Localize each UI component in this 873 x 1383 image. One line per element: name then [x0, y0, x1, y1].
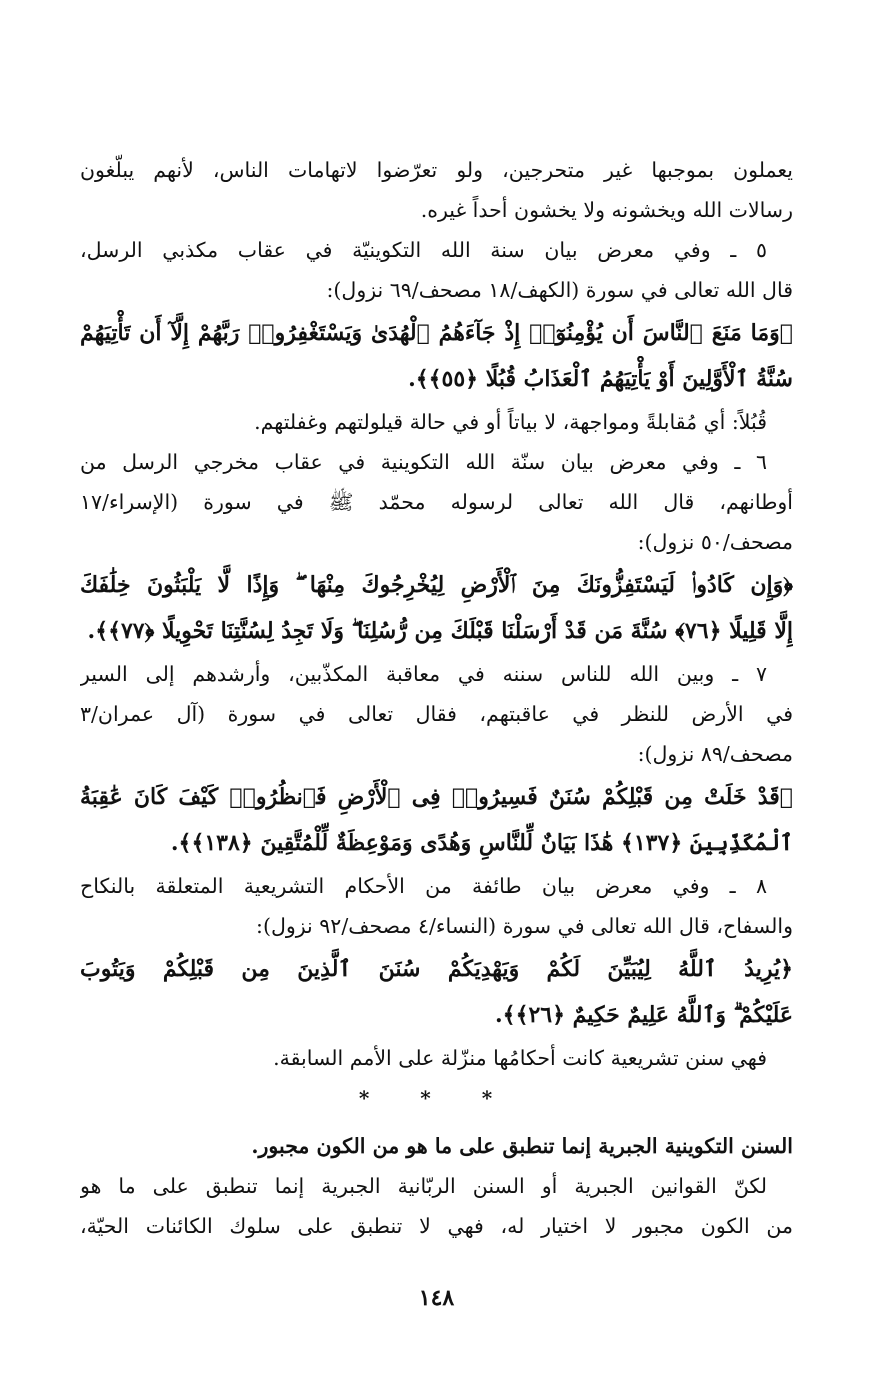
text-line: أوطانهم، قال الله تعالى لرسوله محمّد ﷺ في سورة (الإسراء/١٧ [80, 490, 793, 514]
section-heading: السنن التكوينية الجبرية إنما تنطبق على ما هو من الكون مجبور. [251, 1134, 793, 1158]
quran-verse-line: سُنَّةُ ٱلْأَوَّلِينَ أَوْ يَأْتِيَهُمُ ٱلْعَذَابُ قُبُلًا ﴿٥٥﴾﴾. [408, 366, 793, 392]
quran-verse-line: ٱلْمُكَذِّبِينَ ﴿١٣٧﴾ هَٰذَا بَيَانٌ لِّلنَّاسِ وَهُدًى وَمَوْعِظَةٌ لِّلْمُتَّقِينَ ﴿١٣٨﴾﴾. [170, 830, 793, 856]
text-line: قُبُلاً: أي مُقابلةً ومواجهة، لا بياتاً أو في حالة قيلولتهم وغفلتهم. [254, 410, 767, 434]
quran-verse-line: إِلَّا قَلِيلًا ﴿٧٦﴾ سُنَّةَ مَن قَدْ أَرْسَلْنَا قَبْلَكَ مِن رُّسُلِنَا ۖ وَلَا تَجِدُ لِسُنَّتِنَا تَحْوِيلًا ﴿٧٧﴾﴾. [87, 618, 793, 644]
text-line: قال الله تعالى في سورة (الكهف/١٨ مصحف/٦٩ نزول): [326, 278, 793, 302]
text-line: مصحف/٥٠ نزول): [637, 530, 793, 554]
page-number: ١٤٨ [418, 1285, 455, 1311]
quran-verse-line: ﴿يُرِيدُ ٱللَّهُ لِيُبَيِّنَ لَكُمْ وَيَهْدِيَكُمْ سُنَنَ ٱلَّذِينَ مِن قَبْلِكُمْ وَيَتُوبَ [80, 956, 793, 982]
text-line: ٥ ـ وفي معرض بيان سنة الله التكوينيّة في عقاب مكذبي الرسل، [80, 238, 767, 262]
text-line: رسالات الله ويخشونه ولا يخشون أحداً غيره. [420, 198, 793, 222]
quran-verse-line: عَلَيْكُمْ ۗ وَٱللَّهُ عَلِيمٌ حَكِيمٌ ﴿٢٦﴾﴾. [495, 1002, 793, 1028]
quran-verse-line: ﴿وَإِن كَادُوا۟ لَيَسْتَفِزُّونَكَ مِنَ ٱلْأَرْضِ لِيُخْرِجُوكَ مِنْهَا ۖ وَإِذًا لَّا يَلْبَثُونَ خِلَٰفَكَ [80, 572, 793, 598]
text-line: فهي سنن تشريعية كانت أحكامُها منزّلة على الأمم السابقة. [273, 1046, 767, 1070]
text-line: لكنّ القوانين الجبرية أو السنن الربّانية الجبرية إنما تنطبق على ما هو [80, 1174, 767, 1198]
quran-verse-line: ﴿قَدْ خَلَتْ مِن قَبْلِكُمْ سُنَنٌ فَسِيرُوا۟ فِى ٱلْأَرْضِ فَٱنظُرُوا۟ كَيْفَ كَانَ عَٰقِبَةُ [80, 784, 793, 810]
text-line: والسفاح، قال الله تعالى في سورة (النساء/٤ مصحف/٩٢ نزول): [256, 914, 793, 938]
quran-verse-line: ﴿وَمَا مَنَعَ ٱلنَّاسَ أَن يُؤْمِنُوٓا۟ إِذْ جَآءَهُمُ ٱلْهُدَىٰ وَيَسْتَغْفِرُوا۟ رَبَّهُمْ إِلَّآ أَن تَأْتِيَهُمْ [80, 320, 793, 346]
text-line: من الكون مجبور لا اختيار له، فهي لا تنطبق على سلوك الكائنات الحيّة، [80, 1214, 793, 1238]
text-line: ٦ ـ وفي معرض بيان سنّة الله التكوينية في عقاب مخرجي الرسل من [80, 450, 767, 474]
page-body [80, 150, 793, 1246]
text-line: في الأرض للنظر في عاقبتهم، فقال تعالى في سورة (آل عمران/٣ [80, 702, 793, 726]
text-line: مصحف/٨٩ نزول): [637, 742, 793, 766]
text-line: يعملون بموجبها غير متحرجين، ولو تعرّضوا لاتهامات الناس، لأنهم يبلّغون [80, 158, 793, 182]
text-line: ٨ ـ وفي معرض بيان طائفة من الأحكام التشريعية المتعلقة بالنكاح [80, 874, 767, 898]
text-line: ٧ ـ وبين الله للناس سننه في معاقبة المكذّبين، وأرشدهم إلى السير [80, 662, 767, 686]
section-separator: * * * [358, 1086, 515, 1110]
